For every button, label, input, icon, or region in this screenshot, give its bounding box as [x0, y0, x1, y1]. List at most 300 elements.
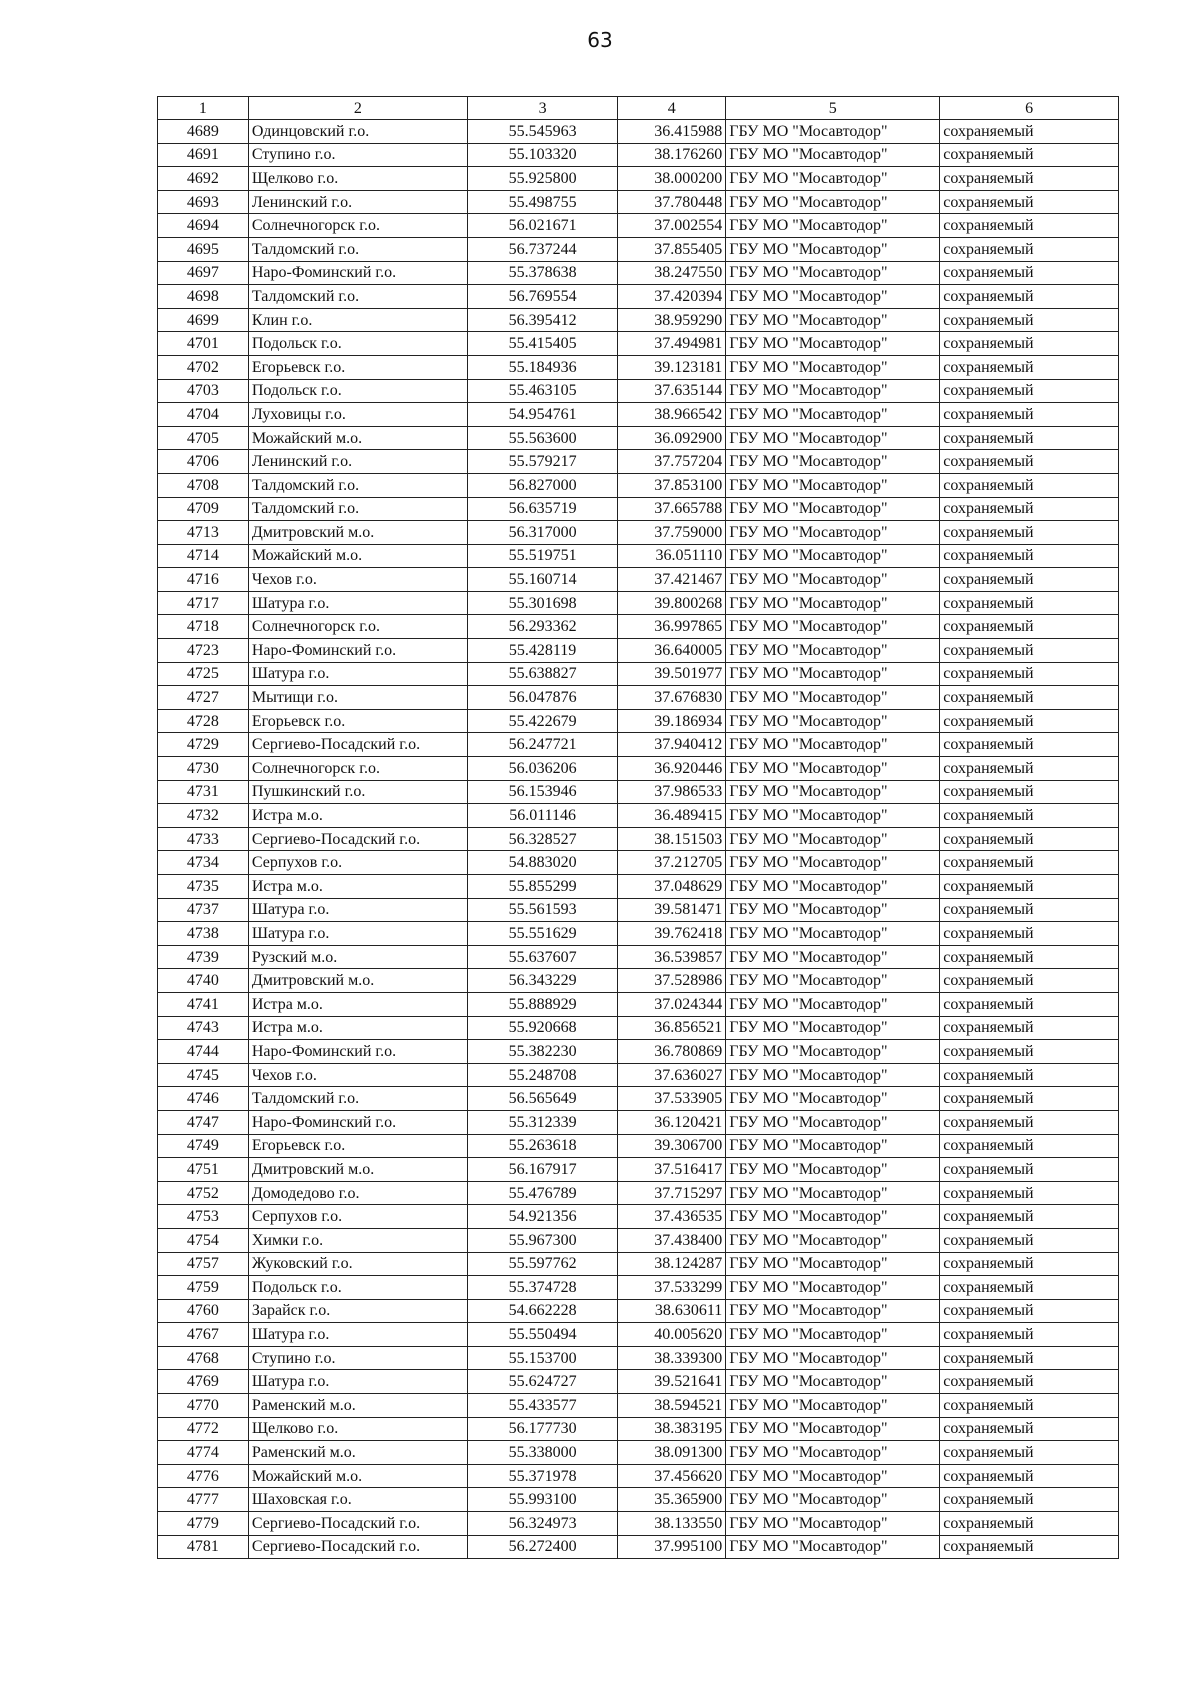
latitude-cell: 55.463105	[467, 379, 617, 403]
district-cell: Ленинский г.о.	[248, 190, 467, 214]
table-row	[158, 214, 1119, 238]
longitude-cell: 37.759000	[618, 521, 726, 545]
table-row	[158, 379, 1119, 403]
latitude-cell: 55.550494	[467, 1323, 617, 1347]
row-number-cell: 4703	[158, 379, 249, 403]
row-number-cell: 4689	[158, 120, 249, 144]
district-cell: Ступино г.о.	[248, 1346, 467, 1370]
latitude-cell: 55.422679	[467, 709, 617, 733]
longitude-cell: 39.762418	[618, 922, 726, 946]
table-row	[158, 544, 1119, 568]
latitude-cell: 56.635719	[467, 497, 617, 521]
district-cell: Жуковский г.о.	[248, 1252, 467, 1276]
latitude-cell: 55.519751	[467, 544, 617, 568]
status-cell: сохраняемый	[940, 143, 1119, 167]
latitude-cell: 55.371978	[467, 1464, 617, 1488]
longitude-cell: 38.176260	[618, 143, 726, 167]
longitude-cell: 37.212705	[618, 851, 726, 875]
longitude-cell: 38.124287	[618, 1252, 726, 1276]
organization-cell: ГБУ МО "Мосавтодор"	[726, 1299, 940, 1323]
row-number-cell: 4702	[158, 355, 249, 379]
organization-cell: ГБУ МО "Мосавтодор"	[726, 945, 940, 969]
latitude-cell: 55.551629	[467, 922, 617, 946]
row-number-cell: 4718	[158, 615, 249, 639]
table-row	[158, 1535, 1119, 1559]
organization-cell: ГБУ МО "Мосавтодор"	[726, 1488, 940, 1512]
row-number-cell: 4752	[158, 1181, 249, 1205]
table-row	[158, 757, 1119, 781]
longitude-cell: 38.630611	[618, 1299, 726, 1323]
table-row	[158, 497, 1119, 521]
district-cell: Наро-Фоминский г.о.	[248, 261, 467, 285]
district-cell: Подольск г.о.	[248, 1276, 467, 1300]
table-row	[158, 568, 1119, 592]
latitude-cell: 55.103320	[467, 143, 617, 167]
district-cell: Наро-Фоминский г.о.	[248, 1040, 467, 1064]
table-row	[158, 1158, 1119, 1182]
table-row	[158, 521, 1119, 545]
latitude-cell: 56.047876	[467, 686, 617, 710]
district-cell: Талдомский г.о.	[248, 285, 467, 309]
latitude-cell: 56.272400	[467, 1535, 617, 1559]
organization-cell: ГБУ МО "Мосавтодор"	[726, 1417, 940, 1441]
latitude-cell: 55.160714	[467, 568, 617, 592]
organization-cell: ГБУ МО "Мосавтодор"	[726, 1276, 940, 1300]
latitude-cell: 55.638827	[467, 662, 617, 686]
longitude-cell: 38.966542	[618, 403, 726, 427]
table-row	[158, 1063, 1119, 1087]
column-header-5: 5	[726, 97, 940, 120]
organization-cell: ГБУ МО "Мосавтодор"	[726, 851, 940, 875]
latitude-cell: 56.737244	[467, 237, 617, 261]
organization-cell: ГБУ МО "Мосавтодор"	[726, 190, 940, 214]
table-row	[158, 237, 1119, 261]
longitude-cell: 37.676830	[618, 686, 726, 710]
registry-table	[157, 96, 1119, 1559]
row-number-cell: 4709	[158, 497, 249, 521]
district-cell: Солнечногорск г.о.	[248, 757, 467, 781]
longitude-cell: 37.780448	[618, 190, 726, 214]
longitude-cell: 37.940412	[618, 733, 726, 757]
row-number-cell: 4730	[158, 757, 249, 781]
longitude-cell: 37.436535	[618, 1205, 726, 1229]
longitude-cell: 39.521641	[618, 1370, 726, 1394]
organization-cell: ГБУ МО "Мосавтодор"	[726, 332, 940, 356]
longitude-cell: 37.853100	[618, 473, 726, 497]
organization-cell: ГБУ МО "Мосавтодор"	[726, 1158, 940, 1182]
latitude-cell: 55.920668	[467, 1016, 617, 1040]
table-row	[158, 1464, 1119, 1488]
district-cell: Луховицы г.о.	[248, 403, 467, 427]
row-number-cell: 4717	[158, 591, 249, 615]
longitude-cell: 37.986533	[618, 780, 726, 804]
organization-cell: ГБУ МО "Мосавтодор"	[726, 167, 940, 191]
longitude-cell: 36.415988	[618, 120, 726, 144]
longitude-cell: 36.092900	[618, 426, 726, 450]
longitude-cell: 38.247550	[618, 261, 726, 285]
row-number-cell: 4705	[158, 426, 249, 450]
organization-cell: ГБУ МО "Мосавтодор"	[726, 1087, 940, 1111]
row-number-cell: 4772	[158, 1417, 249, 1441]
district-cell: Сергиево-Посадский г.о.	[248, 733, 467, 757]
longitude-cell: 37.456620	[618, 1464, 726, 1488]
organization-cell: ГБУ МО "Мосавтодор"	[726, 686, 940, 710]
organization-cell: ГБУ МО "Мосавтодор"	[726, 992, 940, 1016]
latitude-cell: 55.378638	[467, 261, 617, 285]
district-cell: Солнечногорск г.о.	[248, 615, 467, 639]
status-cell: сохраняемый	[940, 922, 1119, 946]
table-row	[158, 143, 1119, 167]
column-header-4: 4	[618, 97, 726, 120]
row-number-cell: 4732	[158, 804, 249, 828]
status-cell: сохраняемый	[940, 332, 1119, 356]
status-cell: сохраняемый	[940, 733, 1119, 757]
status-cell: сохраняемый	[940, 1087, 1119, 1111]
organization-cell: ГБУ МО "Мосавтодор"	[726, 1134, 940, 1158]
district-cell: Раменский м.о.	[248, 1394, 467, 1418]
status-cell: сохраняемый	[940, 403, 1119, 427]
row-number-cell: 4701	[158, 332, 249, 356]
table-row	[158, 403, 1119, 427]
table-row	[158, 1276, 1119, 1300]
latitude-cell: 56.036206	[467, 757, 617, 781]
district-cell: Талдомский г.о.	[248, 1087, 467, 1111]
status-cell: сохраняемый	[940, 1323, 1119, 1347]
table-row	[158, 308, 1119, 332]
latitude-cell: 54.921356	[467, 1205, 617, 1229]
district-cell: Шатура г.о.	[248, 922, 467, 946]
latitude-cell: 55.925800	[467, 167, 617, 191]
table-row	[158, 1087, 1119, 1111]
row-number-cell: 4727	[158, 686, 249, 710]
latitude-cell: 56.293362	[467, 615, 617, 639]
row-number-cell: 4697	[158, 261, 249, 285]
organization-cell: ГБУ МО "Мосавтодор"	[726, 355, 940, 379]
longitude-cell: 37.528986	[618, 969, 726, 993]
row-number-cell: 4738	[158, 922, 249, 946]
row-number-cell: 4704	[158, 403, 249, 427]
table-row	[158, 898, 1119, 922]
district-cell: Сергиево-Посадский г.о.	[248, 1512, 467, 1536]
table-row	[158, 1205, 1119, 1229]
table-row	[158, 1040, 1119, 1064]
latitude-cell: 55.382230	[467, 1040, 617, 1064]
table-row	[158, 992, 1119, 1016]
status-cell: сохраняемый	[940, 450, 1119, 474]
table-row	[158, 1299, 1119, 1323]
district-cell: Егорьевск г.о.	[248, 709, 467, 733]
district-cell: Наро-Фоминский г.о.	[248, 1110, 467, 1134]
status-cell: сохраняемый	[940, 308, 1119, 332]
longitude-cell: 36.539857	[618, 945, 726, 969]
table-row	[158, 780, 1119, 804]
table-row	[158, 332, 1119, 356]
row-number-cell: 4744	[158, 1040, 249, 1064]
table-row	[158, 1016, 1119, 1040]
longitude-cell: 37.420394	[618, 285, 726, 309]
latitude-cell: 55.248708	[467, 1063, 617, 1087]
latitude-cell: 56.395412	[467, 308, 617, 332]
status-cell: сохраняемый	[940, 167, 1119, 191]
status-cell: сохраняемый	[940, 355, 1119, 379]
district-cell: Сергиево-Посадский г.о.	[248, 1535, 467, 1559]
row-number-cell: 4734	[158, 851, 249, 875]
row-number-cell: 4737	[158, 898, 249, 922]
latitude-cell: 55.855299	[467, 875, 617, 899]
status-cell: сохраняемый	[940, 1134, 1119, 1158]
district-cell: Чехов г.о.	[248, 1063, 467, 1087]
district-cell: Шатура г.о.	[248, 898, 467, 922]
latitude-cell: 55.637607	[467, 945, 617, 969]
district-cell: Шатура г.о.	[248, 1370, 467, 1394]
row-number-cell: 4768	[158, 1346, 249, 1370]
latitude-cell: 55.433577	[467, 1394, 617, 1418]
status-cell: сохраняемый	[940, 1205, 1119, 1229]
organization-cell: ГБУ МО "Мосавтодор"	[726, 1228, 940, 1252]
district-cell: Истра м.о.	[248, 804, 467, 828]
district-cell: Дмитровский м.о.	[248, 521, 467, 545]
status-cell: сохраняемый	[940, 237, 1119, 261]
organization-cell: ГБУ МО "Мосавтодор"	[726, 426, 940, 450]
longitude-cell: 36.997865	[618, 615, 726, 639]
district-cell: Ступино г.о.	[248, 143, 467, 167]
organization-cell: ГБУ МО "Мосавтодор"	[726, 1394, 940, 1418]
longitude-cell: 38.959290	[618, 308, 726, 332]
longitude-cell: 39.581471	[618, 898, 726, 922]
district-cell: Подольск г.о.	[248, 379, 467, 403]
row-number-cell: 4706	[158, 450, 249, 474]
latitude-cell: 55.579217	[467, 450, 617, 474]
table-row	[158, 1441, 1119, 1465]
column-header-1: 1	[158, 97, 249, 120]
organization-cell: ГБУ МО "Мосавтодор"	[726, 898, 940, 922]
table-row	[158, 875, 1119, 899]
latitude-cell: 54.883020	[467, 851, 617, 875]
longitude-cell: 37.533299	[618, 1276, 726, 1300]
district-cell: Шатура г.о.	[248, 662, 467, 686]
row-number-cell: 4714	[158, 544, 249, 568]
district-cell: Наро-Фоминский г.о.	[248, 639, 467, 663]
status-cell: сохраняемый	[940, 544, 1119, 568]
longitude-cell: 35.365900	[618, 1488, 726, 1512]
status-cell: сохраняемый	[940, 1535, 1119, 1559]
latitude-cell: 56.827000	[467, 473, 617, 497]
status-cell: сохраняемый	[940, 1512, 1119, 1536]
latitude-cell: 56.167917	[467, 1158, 617, 1182]
district-cell: Чехов г.о.	[248, 568, 467, 592]
organization-cell: ГБУ МО "Мосавтодор"	[726, 1370, 940, 1394]
status-cell: сохраняемый	[940, 1040, 1119, 1064]
row-number-cell: 4723	[158, 639, 249, 663]
latitude-cell: 54.954761	[467, 403, 617, 427]
table-row	[158, 1346, 1119, 1370]
longitude-cell: 37.421467	[618, 568, 726, 592]
status-cell: сохраняемый	[940, 1110, 1119, 1134]
table-row	[158, 733, 1119, 757]
row-number-cell: 4735	[158, 875, 249, 899]
latitude-cell: 55.338000	[467, 1441, 617, 1465]
status-cell: сохраняемый	[940, 568, 1119, 592]
table-row	[158, 969, 1119, 993]
latitude-cell: 56.011146	[467, 804, 617, 828]
organization-cell: ГБУ МО "Мосавтодор"	[726, 1535, 940, 1559]
status-cell: сохраняемый	[940, 945, 1119, 969]
latitude-cell: 55.312339	[467, 1110, 617, 1134]
row-number-cell: 4693	[158, 190, 249, 214]
latitude-cell: 56.565649	[467, 1087, 617, 1111]
status-cell: сохраняемый	[940, 591, 1119, 615]
status-cell: сохраняемый	[940, 1464, 1119, 1488]
table-row	[158, 167, 1119, 191]
table-row	[158, 1323, 1119, 1347]
organization-cell: ГБУ МО "Мосавтодор"	[726, 568, 940, 592]
latitude-cell: 56.177730	[467, 1417, 617, 1441]
latitude-cell: 55.888929	[467, 992, 617, 1016]
district-cell: Клин г.о.	[248, 308, 467, 332]
row-number-cell: 4770	[158, 1394, 249, 1418]
latitude-cell: 55.624727	[467, 1370, 617, 1394]
status-cell: сохраняемый	[940, 1441, 1119, 1465]
district-cell: Истра м.о.	[248, 875, 467, 899]
table-row	[158, 804, 1119, 828]
organization-cell: ГБУ МО "Мосавтодор"	[726, 662, 940, 686]
table-row	[158, 285, 1119, 309]
organization-cell: ГБУ МО "Мосавтодор"	[726, 615, 940, 639]
district-cell: Можайский м.о.	[248, 544, 467, 568]
longitude-cell: 36.051110	[618, 544, 726, 568]
table-row	[158, 851, 1119, 875]
district-cell: Химки г.о.	[248, 1228, 467, 1252]
row-number-cell: 4757	[158, 1252, 249, 1276]
longitude-cell: 37.665788	[618, 497, 726, 521]
status-cell: сохраняемый	[940, 875, 1119, 899]
longitude-cell: 36.640005	[618, 639, 726, 663]
latitude-cell: 56.317000	[467, 521, 617, 545]
table-row	[158, 922, 1119, 946]
longitude-cell: 40.005620	[618, 1323, 726, 1347]
table-row	[158, 1370, 1119, 1394]
status-cell: сохраняемый	[940, 1063, 1119, 1087]
row-number-cell: 4781	[158, 1535, 249, 1559]
organization-cell: ГБУ МО "Мосавтодор"	[726, 875, 940, 899]
row-number-cell: 4754	[158, 1228, 249, 1252]
table-row	[158, 1417, 1119, 1441]
district-cell: Талдомский г.о.	[248, 237, 467, 261]
status-cell: сохраняемый	[940, 261, 1119, 285]
longitude-cell: 36.856521	[618, 1016, 726, 1040]
district-cell: Подольск г.о.	[248, 332, 467, 356]
organization-cell: ГБУ МО "Мосавтодор"	[726, 1181, 940, 1205]
status-cell: сохраняемый	[940, 639, 1119, 663]
latitude-cell: 55.415405	[467, 332, 617, 356]
latitude-cell: 56.247721	[467, 733, 617, 757]
row-number-cell: 4725	[158, 662, 249, 686]
organization-cell: ГБУ МО "Мосавтодор"	[726, 757, 940, 781]
longitude-cell: 37.516417	[618, 1158, 726, 1182]
longitude-cell: 38.383195	[618, 1417, 726, 1441]
status-cell: сохраняемый	[940, 1346, 1119, 1370]
status-cell: сохраняемый	[940, 1394, 1119, 1418]
table-row	[158, 615, 1119, 639]
district-cell: Можайский м.о.	[248, 426, 467, 450]
organization-cell: ГБУ МО "Мосавтодор"	[726, 969, 940, 993]
district-cell: Шаховская г.о.	[248, 1488, 467, 1512]
district-cell: Дмитровский м.о.	[248, 969, 467, 993]
status-cell: сохраняемый	[940, 992, 1119, 1016]
table-body	[158, 120, 1119, 1559]
latitude-cell: 55.498755	[467, 190, 617, 214]
table-row	[158, 827, 1119, 851]
organization-cell: ГБУ МО "Мосавтодор"	[726, 639, 940, 663]
status-cell: сохраняемый	[940, 757, 1119, 781]
longitude-cell: 37.995100	[618, 1535, 726, 1559]
organization-cell: ГБУ МО "Мосавтодор"	[726, 450, 940, 474]
organization-cell: ГБУ МО "Мосавтодор"	[726, 473, 940, 497]
organization-cell: ГБУ МО "Мосавтодор"	[726, 1441, 940, 1465]
latitude-cell: 56.769554	[467, 285, 617, 309]
row-number-cell: 4767	[158, 1323, 249, 1347]
organization-cell: ГБУ МО "Мосавтодор"	[726, 497, 940, 521]
organization-cell: ГБУ МО "Мосавтодор"	[726, 1512, 940, 1536]
latitude-cell: 55.374728	[467, 1276, 617, 1300]
longitude-cell: 37.533905	[618, 1087, 726, 1111]
district-cell: Шатура г.о.	[248, 591, 467, 615]
latitude-cell: 54.662228	[467, 1299, 617, 1323]
row-number-cell: 4747	[158, 1110, 249, 1134]
organization-cell: ГБУ МО "Мосавтодор"	[726, 709, 940, 733]
longitude-cell: 37.715297	[618, 1181, 726, 1205]
row-number-cell: 4733	[158, 827, 249, 851]
table-row	[158, 120, 1119, 144]
status-cell: сохраняемый	[940, 780, 1119, 804]
table-row	[158, 1228, 1119, 1252]
row-number-cell: 4741	[158, 992, 249, 1016]
table-row	[158, 1110, 1119, 1134]
organization-cell: ГБУ МО "Мосавтодор"	[726, 285, 940, 309]
organization-cell: ГБУ МО "Мосавтодор"	[726, 1205, 940, 1229]
status-cell: сохраняемый	[940, 709, 1119, 733]
latitude-cell: 55.993100	[467, 1488, 617, 1512]
district-cell: Талдомский г.о.	[248, 473, 467, 497]
latitude-cell: 55.561593	[467, 898, 617, 922]
table-row	[158, 945, 1119, 969]
organization-cell: ГБУ МО "Мосавтодор"	[726, 591, 940, 615]
column-header-6: 6	[940, 97, 1119, 120]
organization-cell: ГБУ МО "Мосавтодор"	[726, 237, 940, 261]
table-row	[158, 355, 1119, 379]
district-cell: Истра м.о.	[248, 1016, 467, 1040]
status-cell: сохраняемый	[940, 827, 1119, 851]
latitude-cell: 55.263618	[467, 1134, 617, 1158]
status-cell: сохраняемый	[940, 1417, 1119, 1441]
organization-cell: ГБУ МО "Мосавтодор"	[726, 379, 940, 403]
row-number-cell: 4769	[158, 1370, 249, 1394]
latitude-cell: 55.597762	[467, 1252, 617, 1276]
district-cell: Можайский м.о.	[248, 1464, 467, 1488]
organization-cell: ГБУ МО "Мосавтодор"	[726, 827, 940, 851]
organization-cell: ГБУ МО "Мосавтодор"	[726, 143, 940, 167]
organization-cell: ГБУ МО "Мосавтодор"	[726, 261, 940, 285]
status-cell: сохраняемый	[940, 1016, 1119, 1040]
status-cell: сохраняемый	[940, 1370, 1119, 1394]
district-cell: Дмитровский м.о.	[248, 1158, 467, 1182]
district-cell: Раменский м.о.	[248, 1441, 467, 1465]
longitude-cell: 39.186934	[618, 709, 726, 733]
longitude-cell: 39.306700	[618, 1134, 726, 1158]
district-cell: Серпухов г.о.	[248, 1205, 467, 1229]
table-row	[158, 709, 1119, 733]
organization-cell: ГБУ МО "Мосавтодор"	[726, 1346, 940, 1370]
